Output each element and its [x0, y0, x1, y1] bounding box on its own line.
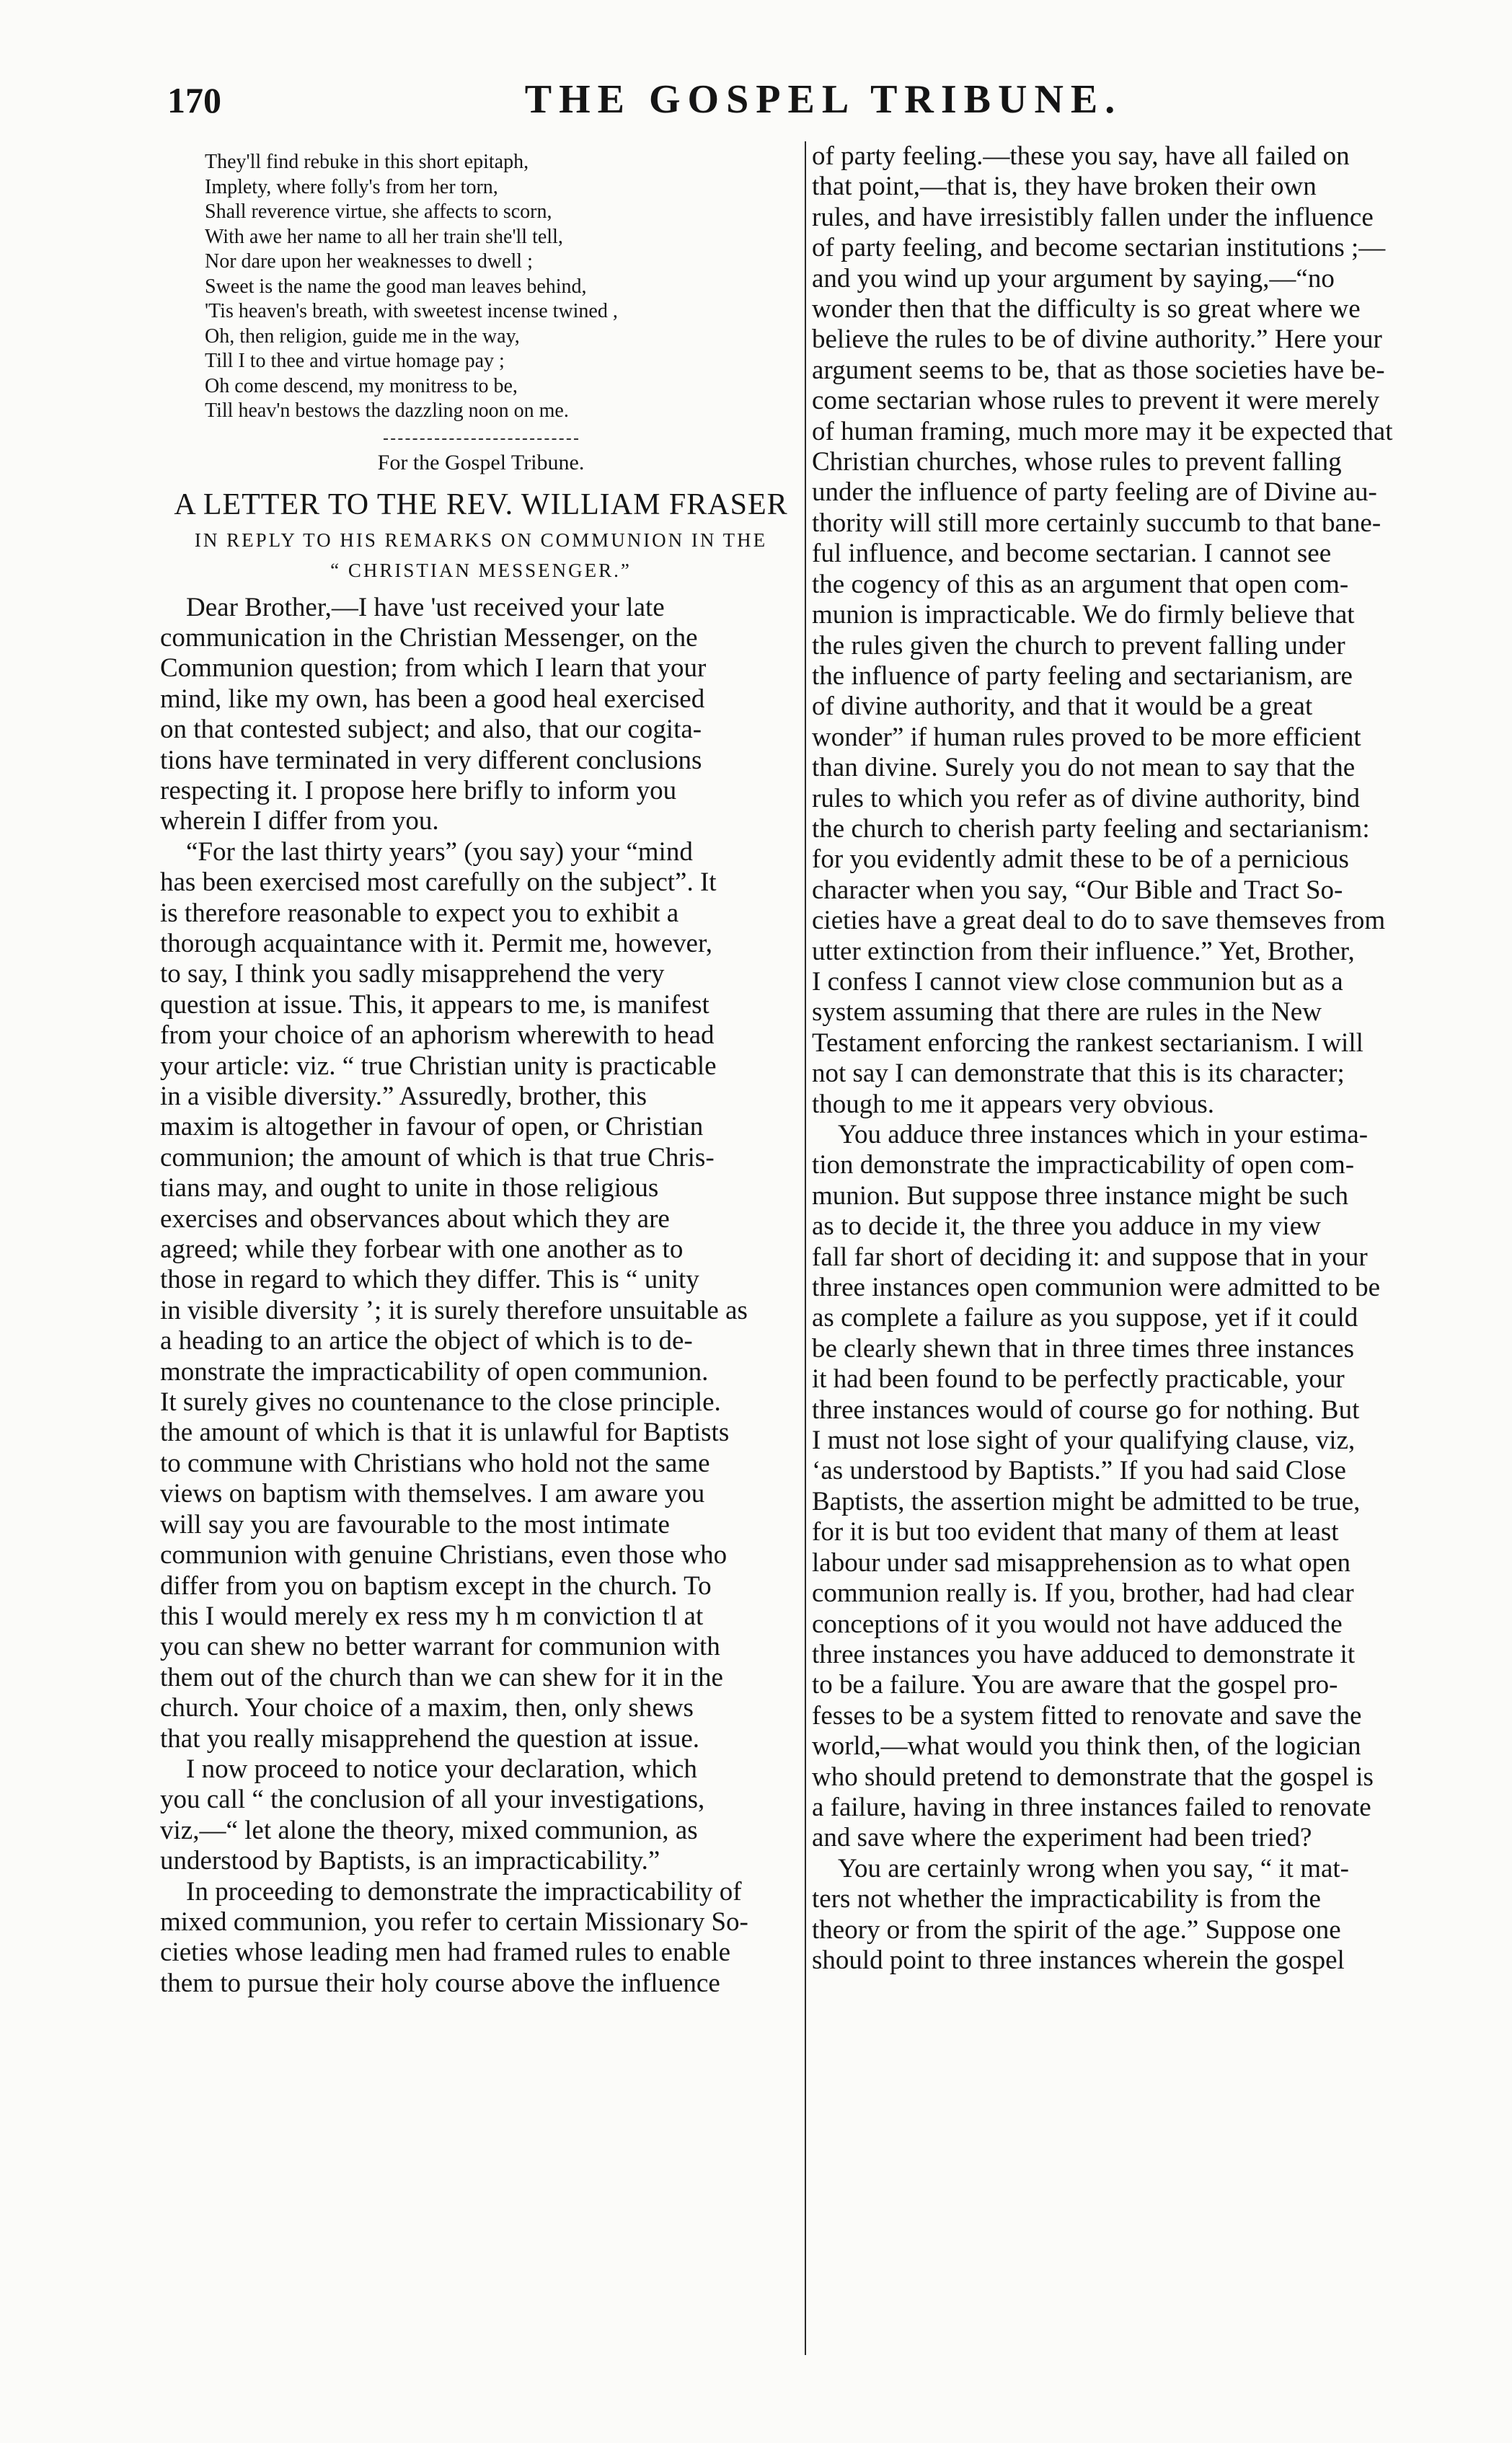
text-line: ters not whether the impracticability is from the: [812, 1884, 1321, 1914]
text-line: on that contested subject; and also, that our cogita-: [160, 715, 702, 745]
poem-line: Shall reverence virtue, she affects to scorn,: [205, 200, 552, 223]
text-line: of divine authority, and that it would be a great: [812, 692, 1313, 722]
article-body-right: [812, 141, 1461, 1976]
paragraph: [160, 1877, 802, 2000]
text-line: come sectarian whose rules to prevent it were merely: [812, 386, 1379, 416]
text-line: under the influence of party feeling are of Divine au-: [812, 477, 1377, 508]
text-line: from your choice of an aphorism wherewith to head: [160, 1020, 715, 1051]
text-line: I confess I cannot view close communion but as a: [812, 966, 1343, 997]
text-line: the church to cherish party feeling and sectarianism:: [812, 813, 1370, 844]
text-line: of human framing, much more may it be expected that: [812, 416, 1393, 446]
text-line: character when you say, “Our Bible and Tract So-: [812, 875, 1343, 905]
article-heading: A LETTER TO THE REV. WILLIAM FRASER: [174, 487, 788, 521]
text-line: in a visible diversity.” Assuredly, brother, this: [160, 1082, 647, 1111]
page-header: [167, 75, 1480, 127]
article-subheading: [160, 525, 802, 586]
text-line: agreed; while they forbear with one another as to: [160, 1234, 684, 1265]
text-line: Dear Brother,—I have 'ust received your late: [186, 592, 665, 622]
text-line: three instances would of course go for nothing. But: [812, 1395, 1360, 1425]
poem-line: With awe her name to all her train she'll tell,: [205, 225, 563, 248]
text-line: three instances you have adduced to demonstrate it: [812, 1639, 1356, 1669]
text-line: understood by Baptists, is an impracticability.”: [160, 1846, 660, 1876]
text-line: your article: viz. “ true Christian unity is practicable: [160, 1051, 717, 1081]
text-line: tians may, and ought to unite in those religious: [160, 1173, 659, 1203]
text-line: I must not lose sight of your qualifying clause, viz,: [812, 1426, 1356, 1456]
text-line: and you wind up your argument by saying,—“no: [812, 263, 1335, 293]
text-line: a heading to an artice the object of which is to de-: [160, 1326, 693, 1356]
text-line: you call “ the conclusion of all your investigations,: [160, 1785, 705, 1815]
poem-line: Sweet is the name the good man leaves behind,: [205, 275, 587, 298]
text-line: to commune with Christians who hold not the same: [160, 1448, 710, 1478]
text-line: communion with genuine Christians, even those who: [160, 1540, 728, 1570]
text-line: of party feeling.—these you say, have all failed on: [812, 141, 1350, 171]
text-line: that you really misapprehend the question at issue.: [160, 1723, 700, 1754]
text-line: You are certainly wrong when you say, “ it mat-: [838, 1853, 1349, 1883]
text-line: rules to which you refer as of divine authority, bind: [812, 783, 1361, 813]
text-line: thorough acquaintance with it. Permit me, however,: [160, 928, 713, 958]
text-line: fesses to be a system fitted to renovate and save the: [812, 1700, 1362, 1731]
paragraph: [160, 593, 802, 837]
text-line: is therefore reasonable to expect you to exhibit a: [160, 898, 679, 928]
text-line: this I would merely ex ress my h m conviction tl at: [160, 1601, 704, 1631]
text-line: for you evidently admit these to be of a pernicious: [812, 844, 1349, 875]
text-line: communication in the Christian Messenger, on the: [160, 622, 698, 653]
article-body-left: [160, 593, 802, 2000]
text-line: fall far short of deciding it: and suppose that in your: [812, 1242, 1368, 1272]
text-line: system assuming that there are rules in the New: [812, 997, 1322, 1028]
paragraph: [160, 1754, 802, 1877]
text-line: monstrate the impracticability of open communion.: [160, 1356, 709, 1387]
text-line: that point,—that is, they have broken their own: [812, 172, 1317, 202]
text-line: respecting it. I propose here brifly to inform you: [160, 775, 677, 805]
poem: [205, 141, 802, 424]
text-line: mind, like my own, has been a good heal exercised: [160, 684, 705, 714]
text-line: the cogency of this as an argument that open com-: [812, 569, 1349, 599]
text-line: mixed communion, you refer to certain Missionary So-: [160, 1907, 748, 1937]
text-line: Baptists, the assertion might be admitted to be true,: [812, 1486, 1361, 1516]
text-line: them out of the church than we can shew for it in the: [160, 1662, 723, 1692]
text-line: I now proceed to notice your declaration, which: [186, 1754, 697, 1784]
text-line: it had been found to be perfectly practicable, your: [812, 1364, 1345, 1395]
text-line: as to decide it, the three you adduce in my view: [812, 1211, 1321, 1242]
poem-line: Nor dare upon her weaknesses to dwell ;: [205, 250, 533, 273]
poem-line: Oh come descend, my monitress to be,: [205, 374, 518, 397]
text-line: communion really is. If you, brother, had had clear: [812, 1578, 1354, 1609]
text-line: to be a failure. You are aware that the gospel pro-: [812, 1670, 1338, 1700]
text-line: the rules given the church to prevent falling under: [812, 630, 1345, 661]
text-line: those in regard to which they differ. This is “ unity: [160, 1265, 699, 1295]
text-line: wonder” if human rules proved to be more efficient: [812, 722, 1361, 752]
text-line: a failure, having in three instances failed to renovate: [812, 1792, 1371, 1822]
text-line: the influence of party feeling and sectarianism, are: [812, 661, 1353, 691]
text-line: will say you are favourable to the most intimate: [160, 1509, 670, 1539]
poem-line: 'Tis heaven's breath, with sweetest incense twined ,: [205, 300, 618, 322]
text-line: though to me it appears very obvious.: [812, 1089, 1214, 1119]
text-line: to say, I think you sadly misapprehend the very: [160, 959, 665, 989]
text-line: be clearly shewn that in three times three instances: [812, 1333, 1355, 1364]
text-line: utter extinction from their influence.” Yet, Brother,: [812, 936, 1355, 966]
text-line: Christian churches, whose rules to prevent falling: [812, 447, 1342, 477]
poem-line: Till I to thee and virtue homage pay ;: [205, 350, 505, 372]
poem-line: They'll find rebuke in this short epitaph,: [205, 151, 529, 173]
text-line: In proceeding to demonstrate the impracticability of: [186, 1876, 742, 1907]
text-line: wonder then that the difficulty is so great where we: [812, 294, 1361, 324]
text-line: of party feeling, and become sectarian institutions ;—: [812, 233, 1386, 263]
text-line: for it is but too evident that many of them at least: [812, 1517, 1339, 1547]
text-line: not say I can demonstrate that this is its character;: [812, 1059, 1345, 1089]
article-credit: For the Gospel Tribune.: [377, 450, 585, 474]
paragraph: [812, 141, 1461, 1120]
text-line: cieties whose leading men had framed rules to enable: [160, 1938, 731, 1968]
text-line: as complete a failure as you suppose, yet if it could: [812, 1303, 1358, 1333]
text-line: rules, and have irresistibly fallen under the influence: [812, 202, 1374, 232]
text-line: in visible diversity ’; it is surely therefore unsuitable as: [160, 1295, 748, 1325]
paragraph: [160, 837, 802, 1754]
text-line: three instances open communion were admitted to be: [812, 1273, 1381, 1303]
subheading-line: IN REPLY TO HIS REMARKS ON COMMUNION IN THE: [194, 529, 768, 551]
text-line: munion. But suppose three instance might be such: [812, 1180, 1348, 1211]
publication-title: THE GOSPEL TRIBUNE.: [524, 77, 1123, 122]
separator-rule: [384, 438, 578, 440]
column-divider: [805, 141, 806, 2355]
text-line: viz,—“ let alone the theory, mixed communion, as: [160, 1815, 698, 1845]
paragraph: [812, 1120, 1461, 1854]
text-line: Testament enforcing the rankest sectarianism. I will: [812, 1028, 1363, 1058]
text-line: “For the last thirty years” (you say) your “mind: [186, 836, 693, 867]
subheading-line: “ CHRISTIAN MESSENGER.”: [330, 559, 632, 581]
text-line: theory or from the spirit of the age.” Suppose one: [812, 1914, 1341, 1945]
text-line: world,—what would you think then, of the logician: [812, 1731, 1361, 1762]
text-line: the amount of which is that it is unlawful for Baptists: [160, 1418, 730, 1448]
text-line: you can shew no better warrant for communion with: [160, 1632, 720, 1662]
text-line: and save where the experiment had been tried?: [812, 1823, 1312, 1853]
text-line: wherein I differ from you.: [160, 806, 439, 836]
right-column: [812, 141, 1461, 1976]
text-line: You adduce three instances which in your estima-: [838, 1120, 1369, 1149]
text-line: ful influence, and become sectarian. I cannot see: [812, 539, 1332, 569]
text-line: tion demonstrate the impracticability of open com-: [812, 1150, 1355, 1180]
text-line: tions have terminated in very different conclusions: [160, 745, 702, 775]
poem-line: Till heav'n bestows the dazzling noon on me.: [205, 399, 569, 422]
paragraph: [812, 1854, 1461, 1976]
text-line: labour under sad misapprehension as to what open: [812, 1547, 1351, 1578]
text-line: cieties have a great deal to do to save themseves from: [812, 906, 1386, 936]
text-line: church. Your choice of a maxim, then, only shews: [160, 1693, 694, 1723]
text-line: differ from you on baptism except in the church. To: [160, 1570, 712, 1601]
poem-line: Implety, where folly's from her torn,: [205, 175, 498, 198]
text-line: conceptions of it you would not have adduced the: [812, 1609, 1343, 1639]
text-line: argument seems to be, that as those societies have be-: [812, 355, 1385, 385]
text-line: thority will still more certainly succumb to that bane-: [812, 508, 1381, 538]
text-line: them to pursue their holy course above the influence: [160, 1968, 720, 1998]
text-line: believe the rules to be of divine authority.” Here your: [812, 324, 1382, 355]
text-line: views on baptism with themselves. I am aware you: [160, 1479, 705, 1509]
page-number: 170: [167, 80, 221, 120]
poem-line: Oh, then religion, guide me in the way,: [205, 324, 520, 348]
text-line: exercises and observances about which they are: [160, 1203, 670, 1234]
left-column: [160, 141, 802, 1999]
text-line: maxim is altogether in favour of open, or Christian: [160, 1112, 704, 1142]
text-line: ‘as understood by Baptists.” If you had said Close: [812, 1456, 1346, 1486]
text-line: should point to three instances wherein the gospel: [812, 1945, 1345, 1975]
text-line: question at issue. This, it appears to me, is manifest: [160, 989, 709, 1020]
text-line: communion; the amount of which is that true Chris-: [160, 1142, 715, 1172]
text-line: has been exercised most carefully on the subject”. It: [160, 867, 717, 898]
text-line: Communion question; from which I learn that your: [160, 653, 707, 684]
text-line: than divine. Surely you do not mean to say that the: [812, 753, 1356, 783]
text-line: munion is impracticable. We do firmly believe that: [812, 600, 1355, 630]
text-line: It surely gives no countenance to the close principle.: [160, 1387, 721, 1418]
text-line: who should pretend to demonstrate that the gospel is: [812, 1762, 1374, 1792]
